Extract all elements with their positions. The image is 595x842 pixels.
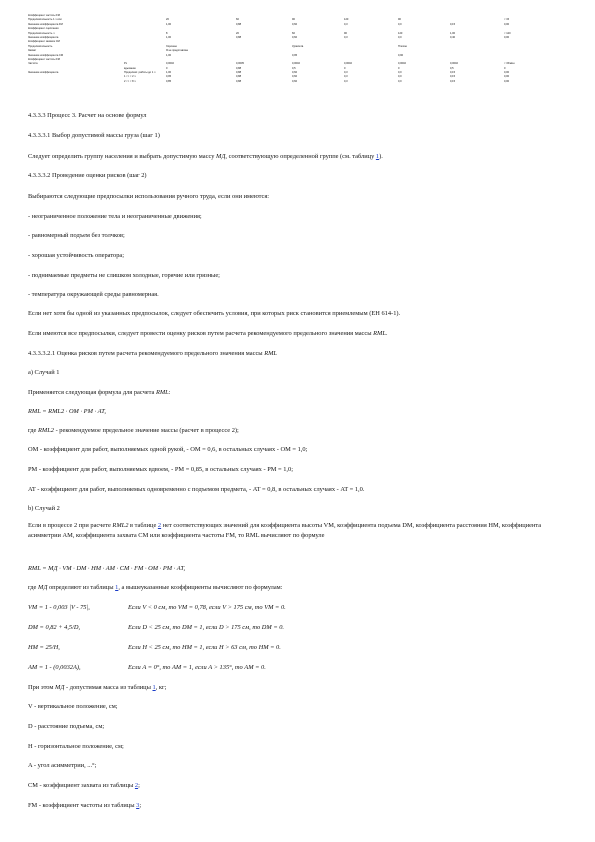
formula-vm: VM = 1 - 0,003 |V - 75|, xyxy=(28,604,90,611)
table-cell: Значение коэффициента xyxy=(28,35,59,39)
table-cell: Продолжительность 1 ч или xyxy=(28,18,62,22)
table-cell: 0,88 xyxy=(236,75,242,79)
table-cell: Частота xyxy=(28,62,38,66)
formula-rml-case-2: RML = МД · VM · DM · HM · AM · CM · FM · OM · PM · AT, xyxy=(28,565,186,572)
table-cell: Значение коэффициента FM xyxy=(28,22,63,26)
condition-hm: Если H < 25 см, то HM = 1, если H > 63 см, то HM = 0. xyxy=(128,644,281,651)
table-cell: 0,00 xyxy=(504,22,510,26)
table-cell: 0,0 xyxy=(398,22,402,26)
table-cell: 0,0002 xyxy=(166,62,174,66)
definition-pm: PM - коэффициент для работ, выполняемых вдвоем, - PM = 0,85, в остальных случаях - PM = 1,0; xyxy=(28,466,293,473)
list-item: - хорошая устойчивость оператора; xyxy=(28,252,125,259)
heading-process-3: 4.3.3.3 Процесс 3. Расчет на основе формул xyxy=(28,112,147,119)
heading-risk-rml: 4.3.3.3.2.1 Оценка рисков путем расчета рекомендуемого предельного значения массы RML xyxy=(28,350,277,357)
table-cell: 2 < t < 8 ч xyxy=(124,79,136,83)
paragraph-rml2-def: где RML2 - рекомендуемое предельное значение массы (расчет в процессе 2); xyxy=(28,427,239,434)
table-cell: 60 xyxy=(236,18,239,22)
table-cell: вдыхание xyxy=(124,66,136,70)
table-cell: Значение коэффициента xyxy=(28,71,59,75)
table-cell: 0 xyxy=(344,66,346,70)
table-cell: 0,60 xyxy=(292,79,298,83)
table-cell: 0,60 xyxy=(292,35,298,39)
table-cell: 90 xyxy=(398,18,401,22)
table-cell: Коэффициент сцепления xyxy=(28,27,59,31)
table-cell: 1,00 xyxy=(450,31,456,35)
table-cell: 0 xyxy=(166,66,168,70)
table-2-link[interactable]: 2 xyxy=(157,522,162,529)
definition-d: D - расстояние подъема, см; xyxy=(28,723,105,730)
table-cell: Плохое xyxy=(398,44,407,48)
table-cell: 20 xyxy=(236,31,239,35)
heading-step-2: 4.3.3.3.2 Проведение оценки рисков (шаг 2) xyxy=(28,172,147,179)
table-cell: 1,00 xyxy=(166,71,172,75)
table-cell: 1,00 xyxy=(166,53,172,57)
table-cell: 120 xyxy=(398,31,403,35)
table-cell: 0,00 xyxy=(504,35,510,39)
paragraph-preconditions: Выбираются следующие предпосылки использования ручного труда, если они имеются: xyxy=(28,193,270,200)
table-cell: Рх xyxy=(124,62,128,66)
table-cell: Продолжительность xyxy=(28,44,53,48)
table-cell: 0 xyxy=(398,66,400,70)
table-cell: 0,0005 xyxy=(236,62,244,66)
table-cell: Хорошее xyxy=(166,44,177,48)
table-cell: 0,15 xyxy=(450,75,456,79)
table-cell: 0,90 xyxy=(398,53,404,57)
table-cell: 0,88 xyxy=(236,79,242,83)
table-cell: Коэффициент частоты FM xyxy=(28,14,60,17)
table-2-link[interactable]: 2 xyxy=(134,782,139,789)
table-cell: 1,00 xyxy=(166,35,172,39)
table-cell: Я не представляю xyxy=(166,49,189,53)
table-cell: 0,5 xyxy=(450,66,454,70)
definition-om: OM - коэффициент для работ, выполняемых одной рукой, - OM = 0,6, в остальных случаях - OM = 1,0; xyxy=(28,446,308,453)
table-1-link[interactable]: 1 xyxy=(375,153,380,160)
definition-h: H - горизонтальное положение, см; xyxy=(28,743,124,750)
definition-v: V - вертикальное положение, см; xyxy=(28,703,118,710)
table-cell: 90 xyxy=(292,18,295,22)
table-cell: 0,00 xyxy=(504,79,510,83)
paragraph-md-def: где МД определяют из таблицы 1, а вышеуказанные коэффициенты вычисляют по формулам: xyxy=(28,584,283,591)
table-cell: 0,15 xyxy=(450,71,456,75)
table-cell: 20 xyxy=(166,18,169,22)
table-cell: Удовлетв. xyxy=(292,44,304,48)
table-row xyxy=(28,80,568,84)
table-cell: 0,88 xyxy=(236,71,242,75)
table-cell: Коэффициент захвата CM xyxy=(28,40,60,44)
condition-am: Если A = 0°, то AM = 1, если A > 135°, то AM = 0. xyxy=(128,664,266,671)
table-cell: 0,60 xyxy=(292,22,298,26)
paragraph-no-precondition: Если нет хотя бы одной из указанных предпосылок, следует обеспечить условия, при которых риск становится приемлемым (ЕН 614-1). xyxy=(28,310,401,317)
table-cell: 0,0002 xyxy=(344,62,352,66)
heading-step-1: 4.3.3.3.1 Выбор допустимой массы груза (шаг 1) xyxy=(28,132,160,139)
table-cell: 0,0 xyxy=(398,75,402,79)
definition-cm: CM - коэффициент захвата из таблицы 2; xyxy=(28,782,140,789)
formula-hm: HM = 25/H, xyxy=(28,644,60,651)
table-cell: 0,0002 xyxy=(292,62,300,66)
table-cell: 1 < t < 2 ч xyxy=(124,75,136,79)
formula-rml-case-1: RML = RML2 · OM · PM · AT, xyxy=(28,408,106,415)
table-cell: < 15/мин xyxy=(504,62,515,66)
table-cell: Продолжит. работы до 1 ч xyxy=(124,71,156,75)
table-cell: Коэффициент частоты FM xyxy=(28,57,60,61)
table-cell: 1,00 xyxy=(166,22,172,26)
table-cell: 60 xyxy=(292,31,295,35)
table-cell: 0,3 xyxy=(344,35,348,39)
table-cell: 0,00 xyxy=(504,75,510,79)
table-cell: 0,60 xyxy=(292,75,298,79)
table-cell: 0,5 xyxy=(292,66,296,70)
table-cell: 0 xyxy=(504,66,506,70)
table-3-link[interactable]: 3 xyxy=(136,802,140,809)
table-cell: 0,95 xyxy=(292,53,298,57)
condition-dm: Если D < 25 см, то DM = 1, если D > 175 см, то DM = 0. xyxy=(128,624,285,631)
table-cell: 8 xyxy=(166,31,168,35)
table-cell: 0,95 xyxy=(166,75,172,79)
paragraph-group: Следует определить группу населения и выбрать допустимую массу МД, соответствующую определенной группе (см. таблицу 1). xyxy=(28,153,383,160)
paragraph-all-preconditions: Если имеются все предпосылки, следует провести оценку рисков путем расчета рекомендуемого предельного значения массы RML. xyxy=(28,330,388,337)
case-1-label: a) Случай 1 xyxy=(28,369,60,376)
table-cell: 0,0 xyxy=(398,35,402,39)
table-1-link[interactable]: 1 xyxy=(152,684,156,691)
formula-dm: DM = 0,82 + 4,5/D, xyxy=(28,624,81,631)
paragraph-formula-intro: Применяется следующая формула для расчета RML: xyxy=(28,389,171,396)
table-cell: 0,15 xyxy=(450,22,456,26)
formula-am: AM = 1 - (0,0032A), xyxy=(28,664,81,671)
table-cell: 0,88 xyxy=(236,22,242,26)
table-cell: 0,15 xyxy=(450,79,456,83)
table-cell: 120 xyxy=(344,18,349,22)
paragraph-md-where: При этом МД - допустимая масса из таблицы 1, кг; xyxy=(28,684,167,691)
definition-a: A - угол асимметрии, ...°; xyxy=(28,762,97,769)
table-cell: 0,40 xyxy=(450,35,456,39)
table-cell: Продолжительность ч xyxy=(28,31,55,35)
list-item: - поднимаемые предметы не слишком холодные, горячие или грязные; xyxy=(28,272,220,279)
table-cell: 90 xyxy=(344,31,347,35)
table-cell: 0,60 xyxy=(292,71,298,75)
definition-at: AT - коэффициент для работ, выполняемых одновременно с подъемом предмета, - AT = 0,8, в остальных случаях - AT = 1,0. xyxy=(28,486,365,493)
table-cell: < 120 xyxy=(504,31,511,35)
table-cell: 0,3 xyxy=(344,71,348,75)
definition-fm: FM - коэффициент частоты из таблицы 3; xyxy=(28,802,142,809)
table-cell: 0,0 xyxy=(398,79,402,83)
table-cell: 0,3 xyxy=(344,79,348,83)
table-cell: 0,0002 xyxy=(450,62,458,66)
list-item: - температура окружающей среды равномерная. xyxy=(28,291,159,298)
paragraph-case-2: Если в процессе 2 при расчете RML2 в таблице 2 нет соответствующих значений для коэффициента высоты VM, коэффициента подъема DM, коэффициента расстояния HM, коэффициента асимметрии AM, коэффициента захвата CM или коэффициента частоты FM, то RML вычисляют по формуле xyxy=(28,522,542,539)
parameter-table xyxy=(28,14,568,84)
table-cell: 0,88 xyxy=(236,35,242,39)
list-item: - неограниченное положение тела и неограниченные движения; xyxy=(28,213,202,220)
table-cell: 0,00 xyxy=(504,71,510,75)
table-cell: 0,85 xyxy=(166,79,172,83)
table-cell: 0,3 xyxy=(344,75,348,79)
table-cell: < 15 xyxy=(504,18,510,22)
table-1-link[interactable]: 1 xyxy=(115,584,119,591)
table-cell: Значение коэффициента CM xyxy=(28,53,64,57)
table-cell: Захват xyxy=(28,49,37,53)
case-2-label: b) Случай 2 xyxy=(28,505,60,512)
table-cell: 0,88 xyxy=(236,66,242,70)
table-cell: 0,0002 xyxy=(398,62,406,66)
table-cell: 0,0 xyxy=(398,71,402,75)
list-item: - равномерный подъем без толчков; xyxy=(28,232,125,239)
condition-vm: Если V < 0 см, то VM = 0,78, если V > 175 см, то VM = 0. xyxy=(128,604,286,611)
table-cell: 0,3 xyxy=(344,22,348,26)
